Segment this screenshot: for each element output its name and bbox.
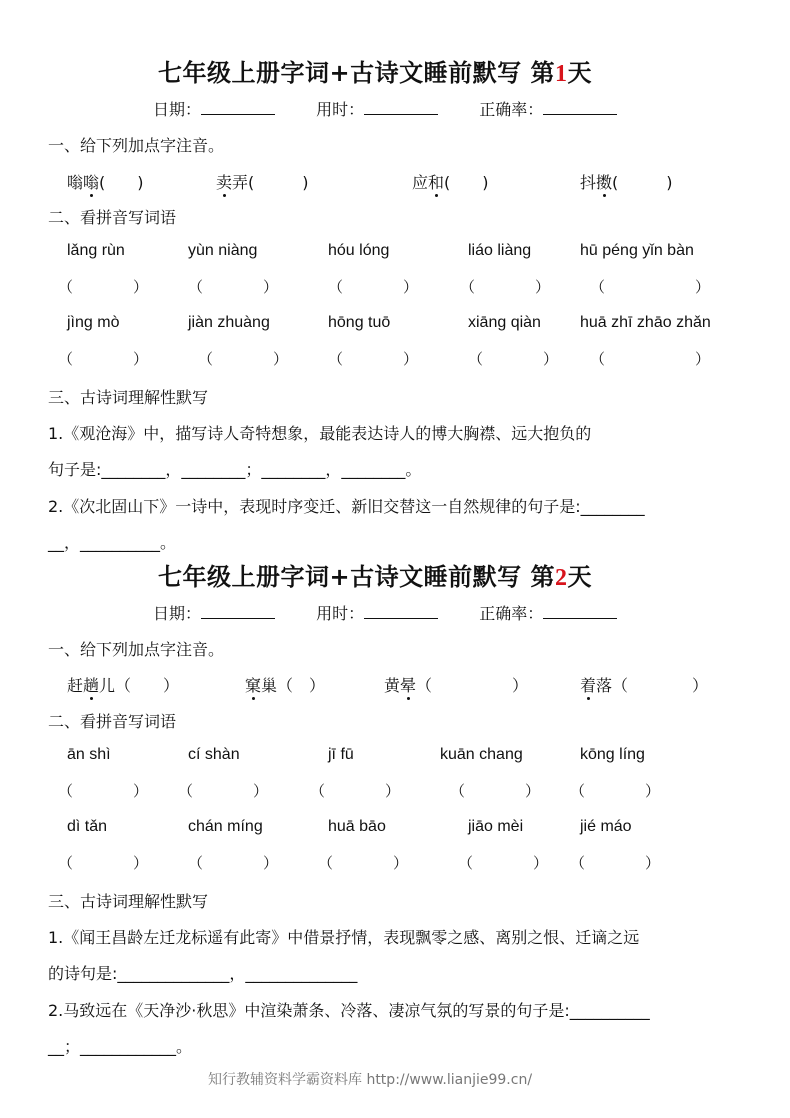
- pinyin: huā bāo: [328, 818, 386, 835]
- pinyin: kuān chang: [440, 746, 523, 763]
- page1-day: 1: [554, 61, 568, 87]
- page1-phonetic-item: [412, 170, 489, 193]
- page2-answer-blank[interactable]: ）: [628, 676, 709, 695]
- answer-bracket[interactable]: （ ）: [58, 782, 149, 800]
- page1-dotted-char: 和: [428, 170, 444, 193]
- page2-answer-blank[interactable]: ）: [432, 676, 529, 695]
- page1-q2-line2[interactable]: __，__________。: [48, 533, 177, 552]
- page1-accuracy-label: 正确率：: [479, 100, 544, 119]
- pinyin: jī fū: [328, 746, 354, 763]
- page2-bracket-open: （: [612, 676, 629, 695]
- pinyin: ān shì: [67, 746, 111, 763]
- answer-bracket[interactable]: （ ）: [318, 854, 409, 872]
- answer-bracket[interactable]: （ ）: [328, 278, 419, 296]
- page2-title-suffix: 天: [567, 563, 592, 591]
- answer-bracket[interactable]: （ ）: [198, 350, 289, 368]
- pinyin: hōng tuō: [328, 314, 391, 331]
- answer-bracket[interactable]: （ ）: [188, 854, 279, 872]
- page2-bracket-open: （: [277, 676, 294, 695]
- answer-bracket[interactable]: （ ）: [590, 278, 711, 296]
- page2-section2-heading: 二、看拼音写词语: [48, 712, 177, 731]
- answer-bracket[interactable]: （ ）: [570, 854, 661, 872]
- page2-accuracy-label: 正确率：: [479, 604, 544, 623]
- page1-char: 嗡: [67, 173, 84, 192]
- page1-accuracy-field[interactable]: [543, 100, 617, 115]
- page1-title-text: 七年级上册字词+古诗文睡前默写 第: [158, 59, 555, 87]
- page2-accuracy-field[interactable]: [543, 604, 617, 619]
- page2-char: 赶: [67, 676, 84, 695]
- page2-q2-line1[interactable]: 2.马致远在《天净沙·秋思》中渲染萧条、冷落、凄凉气氛的写景的句子是:__________: [48, 1001, 650, 1020]
- page1-date-field[interactable]: [201, 100, 275, 115]
- page2-date-field[interactable]: [201, 604, 275, 619]
- page1-dotted-char: 擞: [596, 170, 612, 193]
- page2-char: 落: [596, 676, 613, 695]
- page1-bracket-open: (: [99, 173, 106, 192]
- page2-phonetic-item: [67, 673, 179, 696]
- page2-q1-line1: 1.《闻王昌龄左迁龙标遥有此寄》中借景抒情，表现飘零之感、离别之恨、迁谪之远: [48, 928, 640, 947]
- answer-bracket[interactable]: （ ）: [468, 350, 559, 368]
- answer-bracket[interactable]: （ ）: [570, 782, 661, 800]
- answer-bracket[interactable]: （ ）: [58, 278, 149, 296]
- page1-answer-blank[interactable]: ): [450, 173, 489, 192]
- page1-bracket-open: (: [444, 173, 451, 192]
- page2-bracket-open: （: [416, 676, 433, 695]
- pinyin: yùn niàng: [188, 242, 258, 259]
- page2-char: 黄: [384, 676, 401, 695]
- pinyin: chán míng: [188, 818, 263, 835]
- page2-q2-line2[interactable]: __；____________。: [48, 1037, 193, 1056]
- pinyin: huā zhī zhāo zhǎn: [580, 314, 711, 331]
- page1-phonetic-item: [216, 170, 309, 193]
- page1-title-suffix: 天: [567, 59, 592, 87]
- page2-time-field[interactable]: [364, 604, 438, 619]
- page1-q2-line1[interactable]: 2.《次北固山下》一诗中，表现时序变迁、新旧交替这一自然规律的句子是:________: [48, 497, 645, 516]
- page2-q1-line2[interactable]: 的诗句是:______________，______________: [48, 964, 358, 983]
- page1-bracket-open: (: [612, 173, 619, 192]
- page1-time-field[interactable]: [364, 100, 438, 115]
- page2-dotted-char: 趟: [83, 673, 99, 696]
- pinyin: kōng líng: [580, 746, 645, 763]
- page1-time-label: 用时：: [316, 100, 365, 119]
- page1-section1-heading: 一、给下列加点字注音。: [48, 136, 225, 155]
- page1-char: 抖: [580, 173, 597, 192]
- answer-bracket[interactable]: （ ）: [58, 854, 149, 872]
- pinyin: jiāo mèi: [468, 818, 524, 835]
- answer-bracket[interactable]: （ ）: [450, 782, 541, 800]
- pinyin: jiàn zhuàng: [188, 314, 270, 331]
- page2-phonetic-item: [384, 673, 528, 696]
- pinyin: xiāng qiàn: [468, 314, 541, 331]
- pinyin: cí shàn: [188, 746, 240, 763]
- page1-answer-blank[interactable]: ): [618, 173, 673, 192]
- page1-char: 卖: [216, 170, 232, 193]
- page1-phonetic-item: [67, 170, 144, 193]
- page2-meta-row: [153, 601, 617, 624]
- pinyin: liáo liàng: [468, 242, 532, 259]
- answer-bracket[interactable]: （ ）: [310, 782, 401, 800]
- page2-dotted-char: 窠: [245, 673, 261, 696]
- answer-bracket[interactable]: （ ）: [458, 854, 549, 872]
- page1-phonetic-item: [580, 170, 673, 193]
- page2-section1-heading: 一、给下列加点字注音。: [48, 640, 225, 659]
- page2-title-text: 七年级上册字词+古诗文睡前默写 第: [158, 563, 555, 591]
- page2-title: [158, 557, 592, 592]
- pinyin: jìng mò: [67, 314, 120, 331]
- pinyin: lǎng rùn: [67, 242, 125, 259]
- page1-section2-heading: 二、看拼音写词语: [48, 208, 177, 227]
- page2-char: 巢: [261, 676, 278, 695]
- footer-watermark: 知行教辅资料学霸资料库 http://www.lianjie99.cn/: [208, 1072, 533, 1088]
- pinyin: hū péng yǐn bàn: [580, 242, 694, 259]
- page1-bracket-open: (: [248, 173, 255, 192]
- page1-title: [158, 53, 592, 88]
- answer-bracket[interactable]: （ ）: [328, 350, 419, 368]
- page1-q1-line1: 1.《观沧海》中，描写诗人奇特想象，最能表达诗人的博大胸襟、远大抱负的: [48, 424, 592, 443]
- answer-bracket[interactable]: （ ）: [178, 782, 269, 800]
- page1-date-label: 日期：: [153, 100, 202, 119]
- page2-date-label: 日期：: [153, 604, 202, 623]
- pinyin: jié máo: [580, 818, 632, 835]
- answer-bracket[interactable]: （ ）: [188, 278, 279, 296]
- page1-q1-line2[interactable]: 句子是:________，________；________，________。: [48, 460, 422, 479]
- page2-bracket-open: 儿（: [99, 676, 132, 695]
- pinyin: dì tǎn: [67, 818, 108, 835]
- page1-answer-blank[interactable]: ): [254, 173, 309, 192]
- page1-meta-row: [153, 97, 617, 120]
- page1-section3-heading: 三、古诗词理解性默写: [48, 388, 209, 407]
- page2-answer-blank[interactable]: ）: [131, 676, 180, 695]
- page1-answer-blank[interactable]: ): [105, 173, 144, 192]
- page2-time-label: 用时：: [316, 604, 365, 623]
- answer-bracket[interactable]: （ ）: [590, 350, 711, 368]
- page2-day: 2: [554, 565, 568, 591]
- page2-answer-blank[interactable]: ）: [293, 676, 326, 695]
- page2-dotted-char: 晕: [400, 673, 416, 696]
- page1-char: 弄: [232, 173, 249, 192]
- page1-dotted-char: 嗡: [83, 170, 99, 193]
- page2-phonetic-item: [580, 673, 708, 696]
- page2-phonetic-item: [245, 673, 325, 696]
- answer-bracket[interactable]: （ ）: [58, 350, 149, 368]
- page2-dotted-char: 着: [580, 673, 596, 696]
- page2-section3-heading: 三、古诗词理解性默写: [48, 892, 209, 911]
- answer-bracket[interactable]: （ ）: [460, 278, 551, 296]
- page1-char: 应: [412, 173, 429, 192]
- pinyin: hóu lóng: [328, 242, 390, 259]
